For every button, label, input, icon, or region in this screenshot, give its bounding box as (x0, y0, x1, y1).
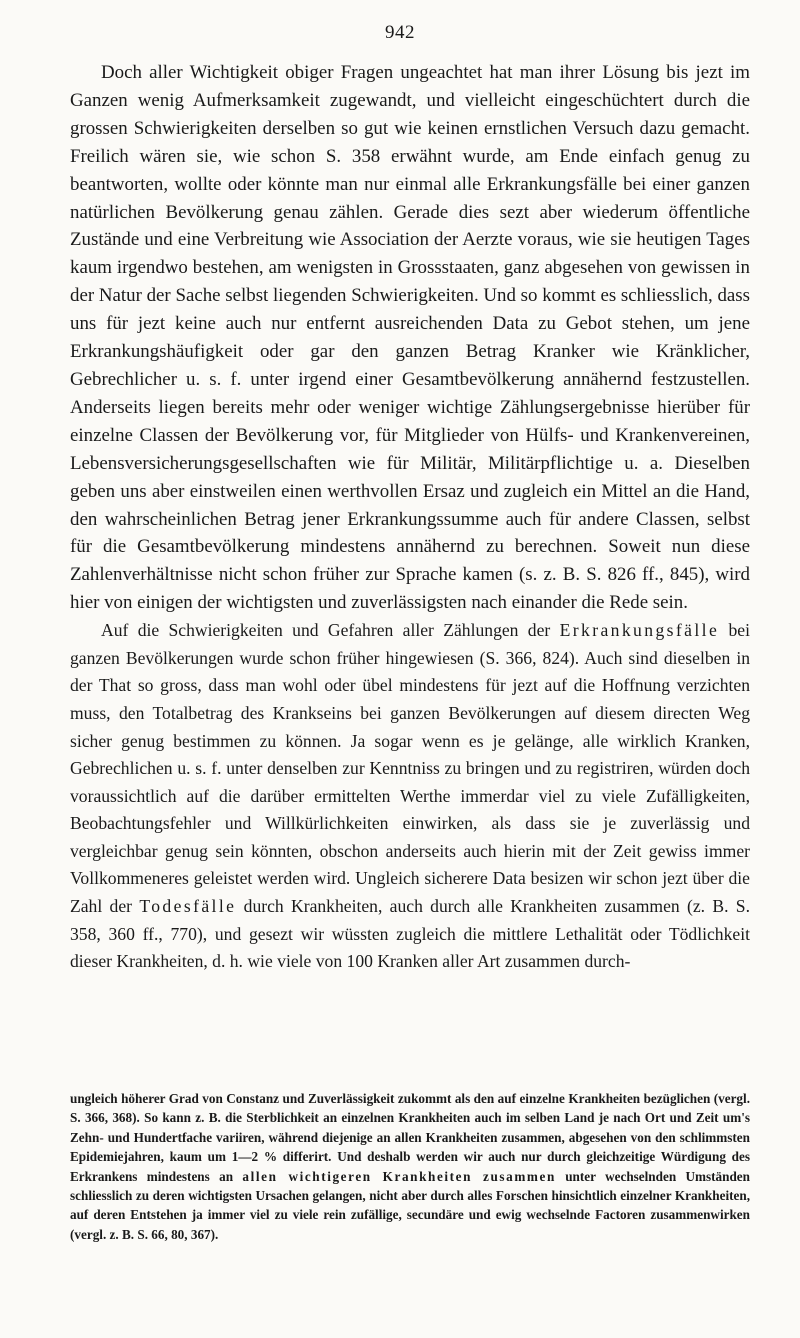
paragraph-2-text-3: durch Krankheiten, auch durch alle Krankheiten zusammen (z. B. S. 358, 360 ff., 770), und gesezt wir wüssten zugleich die mittlere Lethalität oder Tödlichkeit dieser Krankheiten, d. h. wie viele von 100 Kranken aller Art zusammen durch- (70, 896, 750, 972)
emphasis-erkrankungsfaelle: Erkrankungsfälle (559, 620, 720, 641)
paragraph-1: Doch aller Wichtigkeit obiger Fragen ungeachtet hat man ihrer Lösung bis jezt im Ganzen wenig Aufmerksamkeit zugewandt, und vielleicht eingeschüchtert durch die grossen Schwierigkeiten derselben so gut wie keinen ernstlichen Versuch dazu gemacht. Freilich wären sie, wie schon S. 358 erwähnt wurde, am Ende einfach genug zu beantworten, wollte oder könnte man nur einmal alle Erkrankungsfälle bei einer ganzen natürlichen Bevölkerung genau zählen. Gerade dies sezt aber wiederum öffentliche Zustände und eine Verbreitung wie Association der Aerzte voraus, wie sie heutigen Tages kaum irgendwo bestehen, am wenigsten in Grossstaaten, ganz abgesehen von gewissen in der Natur der Sache selbst liegenden Schwierigkeiten. Und so kommt es schliesslich, dass uns für jezt keine auch nur entfernt ausreichenden Data zu Gebot stehen, um jene Erkrankungshäufigkeit oder gar den ganzen Betrag Kranker wie Kränklicher, Gebrechlicher u. s. f. unter irgend einer Gesamtbevölkerung annähernd festzustellen. Anderseits liegen bereits mehr oder weniger wichtige Zählungsergebnisse hierüber für einzelne Classen der Bevölkerung vor, für Mitglieder von Hülfs- und Krankenvereinen, Lebensversicherungsgesellschaften wie für Militär, Militärpflichtige u. a. Dieselben geben uns aber einstweilen einen werthvollen Ersaz und zugleich ein Mittel an die Hand, den wahrscheinlichen Betrag jener Erkrankungssumme auch für andere Classen, selbst für die Gesamtbevölkerung mindestens annähernd zu berechnen. Soweit nun diese Zahlenverhältnisse nicht schon früher zur Sprache kamen (s. z. B. S. 826 ff., 845), wird hier von einigen der wichtigsten und zuverlässigsten nach einander die Rede sein. (70, 62, 750, 614)
paragraph-2-text-2: bei ganzen Bevölkerungen wurde schon früher hingewiesen (S. 366, 824). Auch sind dieselben in der That so gross, dass man wohl oder übel mindestens für jezt auf die Hoffnung verzichten muss, den Totalbetrag des Krankseins bei ganzen Bevölkerungen auf diesem directen Weg sicher genug bestimmen zu können. Ja sogar wenn es je gelänge, alle wirklich Kranken, Gebrechlichen u. s. f. unter denselben zur Kenntniss zu bringen und zu registriren, würden doch voraussichtlich auf die darüber ermittelten Werthe immerdar viel zu viele Zufälligkeiten, Beobachtungsfehler und Willkürlichkeiten einwirken, als dass sie je zuverlässig und vergleichbar genug sein könnten, obschon anderseits auch hierin mit der Zeit gewiss immer Vollkommeneres geleistet werden wird. Ungleich sicherere Data besizen wir schon jezt über die Zahl der (70, 620, 750, 917)
paragraph-2 (70, 617, 750, 976)
footnote-emphasis: allen wichtigeren Krankheiten zusammen (242, 1168, 556, 1184)
footnote (70, 1089, 750, 1244)
footnote-text-2: unter wechselnden Umständen schliesslich zu deren wichtigsten Ursachen gelangen, nicht aber durch alles Forschen hinsichtlich einzelner Krankheiten, auf deren Entstehen ja immer viel zu viele rein zufällige, secundäre und ewig wechselnde Factoren zusammenwirken (vergl. z. B. S. 66, 80, 367). (70, 1168, 750, 1242)
emphasis-todesfaelle: Todesfälle (139, 896, 237, 917)
paragraph-2-text-1: Auf die Schwierigkeiten und Gefahren aller Zählungen der (101, 620, 560, 641)
footnote-text-1: ungleich höherer Grad von Constanz und Zuverlässigkeit zukommt als den auf einzelne Krankheiten bezüglichen (vergl. S. 366, 368). So kann z. B. die Sterblichkeit an einzelnen Krankheiten auch im selben Land je nach Ort und Zeit um's Zehn- und Hundertfache variiren, während diejenige an allen Krankheiten zusammen, abgesehen von den schlimmsten Epidemiejahren, kaum um 1—2 % differirt. Und deshalb werden wir auch nur durch gleichzeitige Würdigung des Erkrankens mindestens an (70, 1091, 750, 1184)
main-text (70, 59, 750, 976)
page-number: 942 (385, 22, 415, 43)
